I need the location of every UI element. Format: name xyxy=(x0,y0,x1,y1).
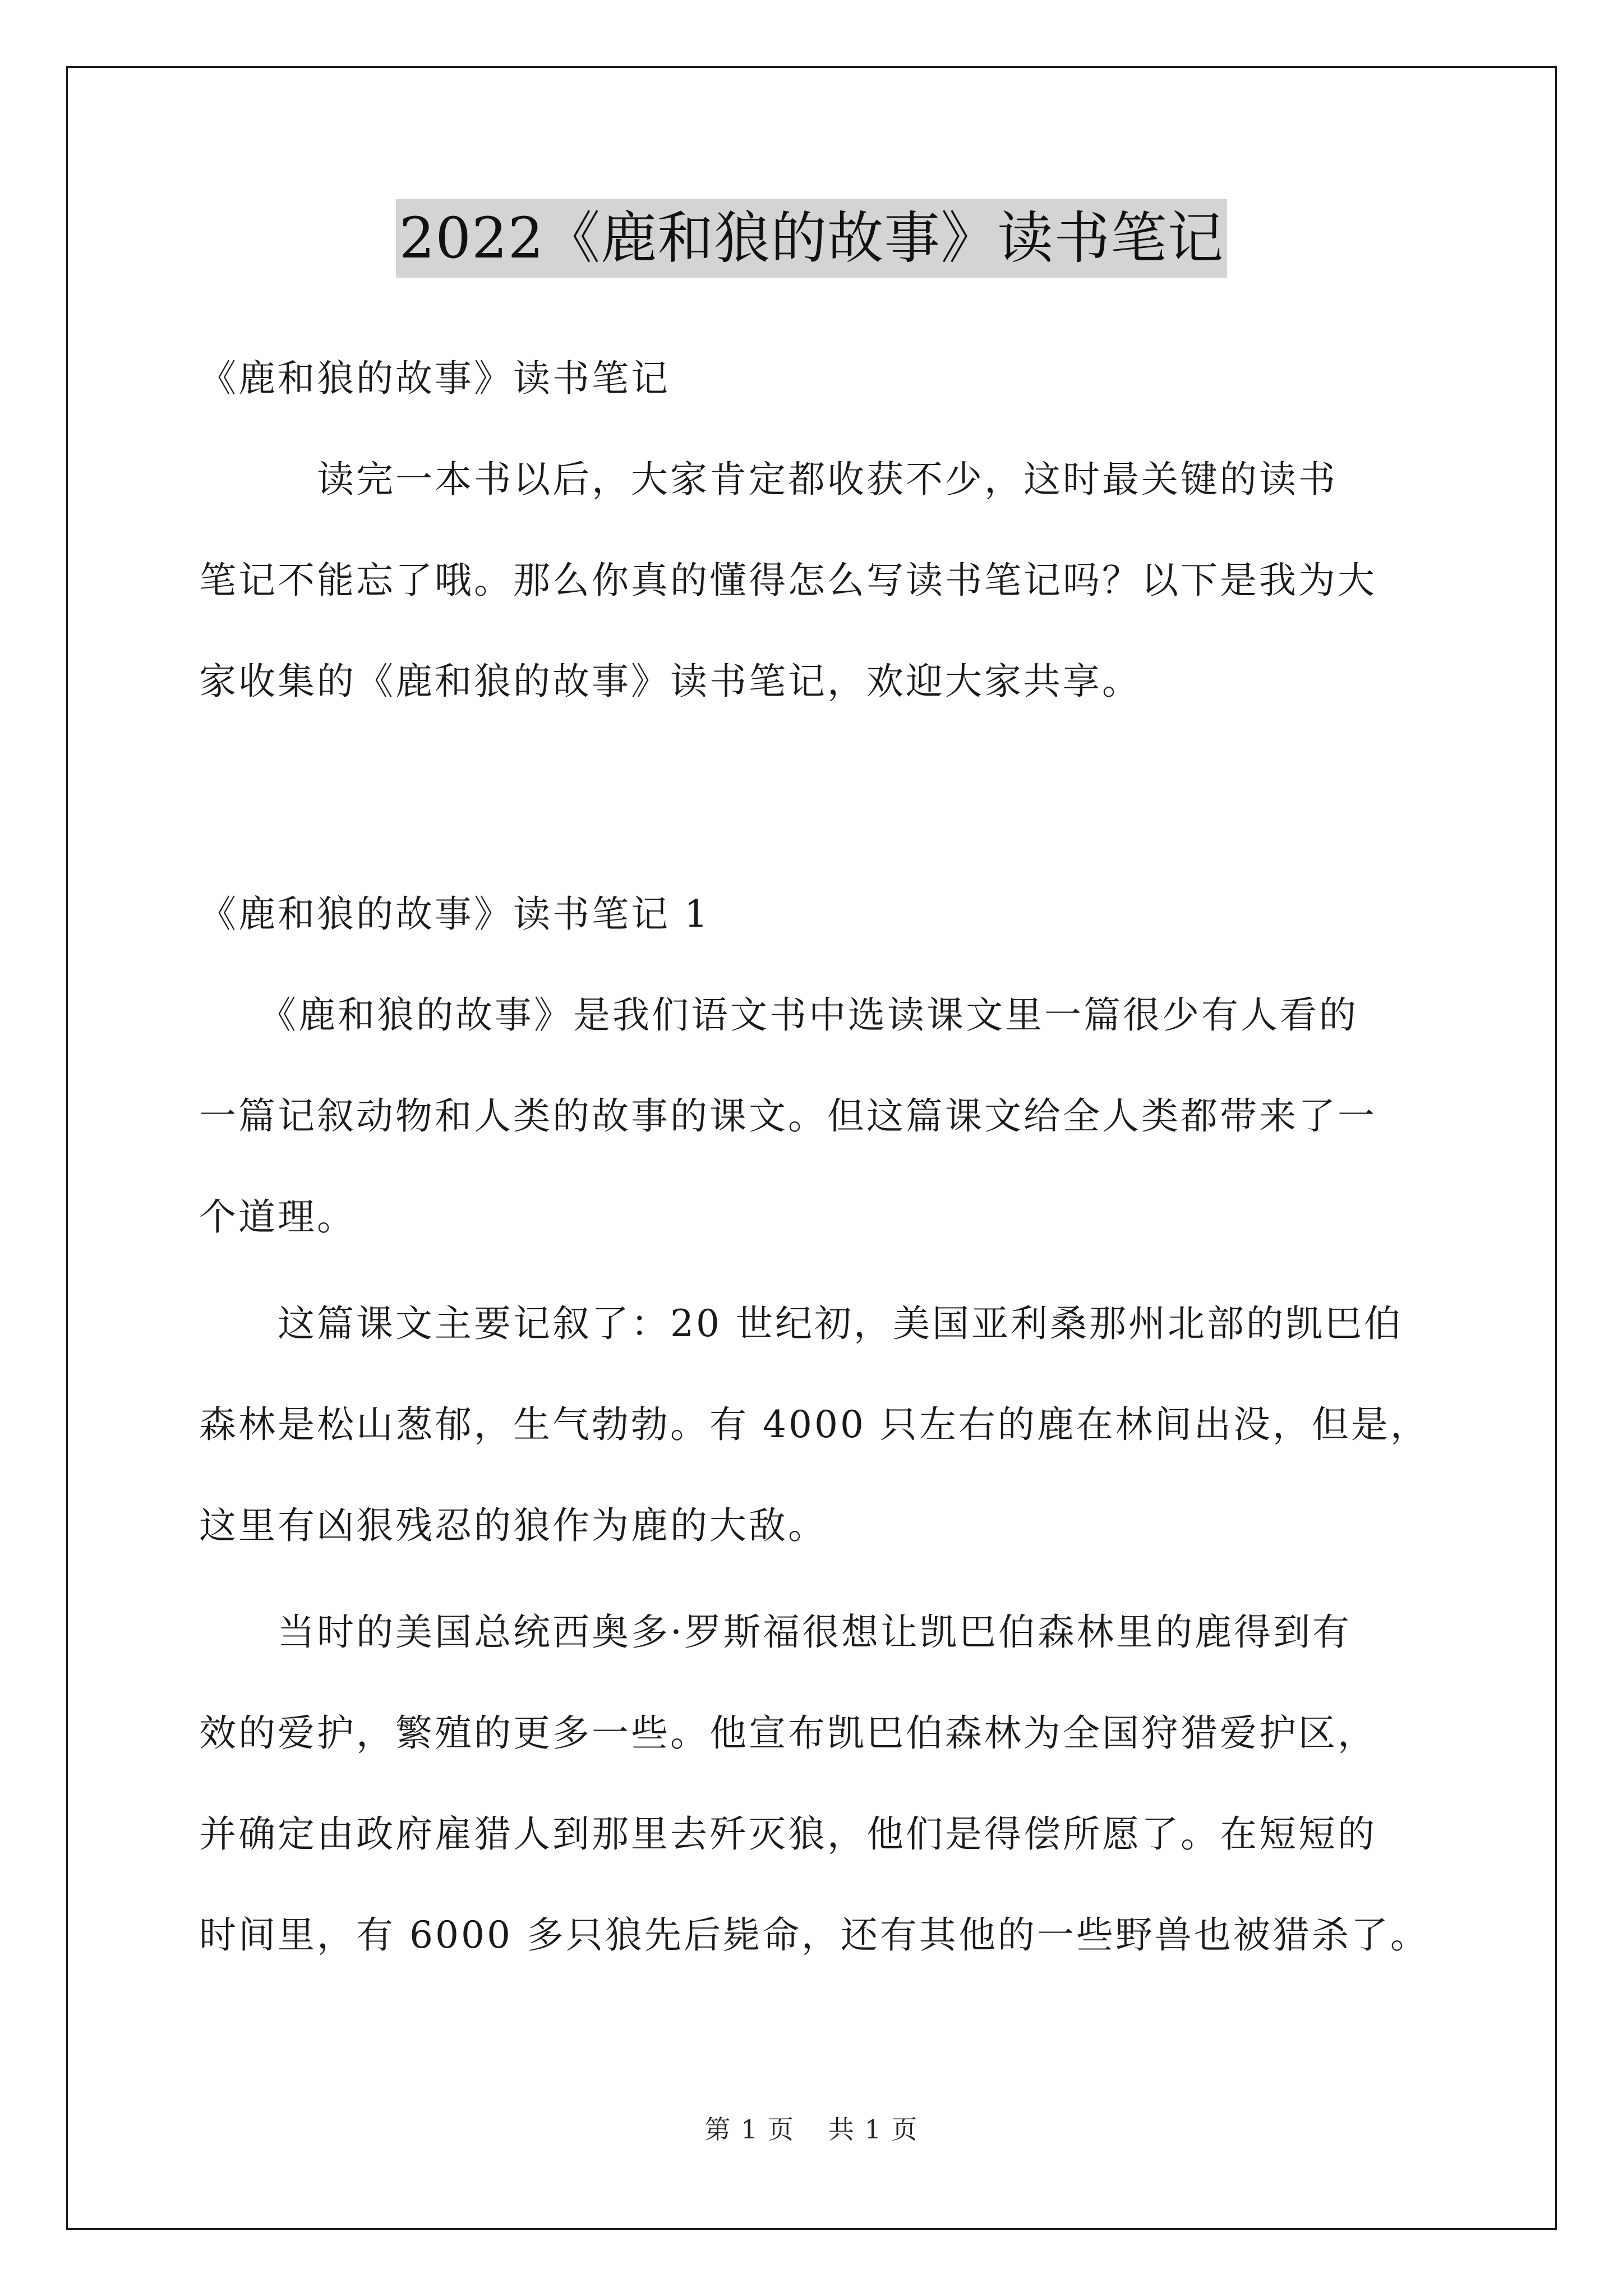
section-heading-line: 《鹿和狼的故事》读书笔记 1 xyxy=(199,892,710,936)
paragraph-1 xyxy=(199,965,1433,1268)
subtitle-line: 《鹿和狼的故事》读书笔记 xyxy=(199,357,670,400)
paragraph-2 xyxy=(199,1273,1433,1576)
intro-paragraph xyxy=(199,429,1433,732)
paragraph-line: 一篇记叙动物和人类的故事的课文。但这篇课文给全人类都带来了一 xyxy=(199,1094,1377,1138)
paragraph-line: 森林是松山葱郁，生气勃勃。有 4000 只左右的鹿在林间出没，但是， xyxy=(199,1403,1430,1446)
intro-line: 读完一本书以后，大家肯定都收获不少，这时最关键的读书 xyxy=(199,458,1338,501)
paragraph-line: 这里有凶狠残忍的狼作为鹿的大敌。 xyxy=(199,1504,827,1547)
document-subtitle xyxy=(199,328,1433,429)
paragraph-line: 并确定由政府雇猎人到那里去歼灭狼，他们是得偿所愿了。在短短的 xyxy=(199,1812,1377,1856)
intro-line: 笔记不能忘了哦。那么你真的懂得怎么写读书笔记吗？以下是我为大 xyxy=(199,559,1377,602)
paragraph-3 xyxy=(199,1582,1433,1986)
paragraph-line: 这篇课文主要记叙了：20 世纪初，美国亚利桑那州北部的凯巴伯 xyxy=(199,1302,1403,1345)
paragraph-line: 《鹿和狼的故事》是我们语文书中选读课文里一篇很少有人看的 xyxy=(199,993,1358,1037)
page-total: 共 1 页 xyxy=(828,2114,919,2145)
paragraph-line: 个道理。 xyxy=(199,1195,356,1239)
page-number: 第 1 页 xyxy=(704,2114,795,2145)
document-title: 2022《鹿和狼的故事》读书笔记 xyxy=(396,199,1228,278)
title-container xyxy=(0,199,1623,278)
intro-line: 家收集的《鹿和狼的故事》读书笔记，欢迎大家共享。 xyxy=(199,660,1141,703)
paragraph-line: 时间里，有 6000 多只狼先后毙命，还有其他的一些野兽也被猎杀了。 xyxy=(199,1913,1430,1957)
paragraph-line: 当时的美国总统西奥多·罗斯福很想让凯巴伯森林里的鹿得到有 xyxy=(199,1611,1352,1654)
page-footer xyxy=(0,2109,1623,2146)
section-heading xyxy=(199,864,1433,965)
paragraph-line: 效的爱护，繁殖的更多一些。他宣布凯巴伯森林为全国狩猎爱护区， xyxy=(199,1711,1377,1755)
